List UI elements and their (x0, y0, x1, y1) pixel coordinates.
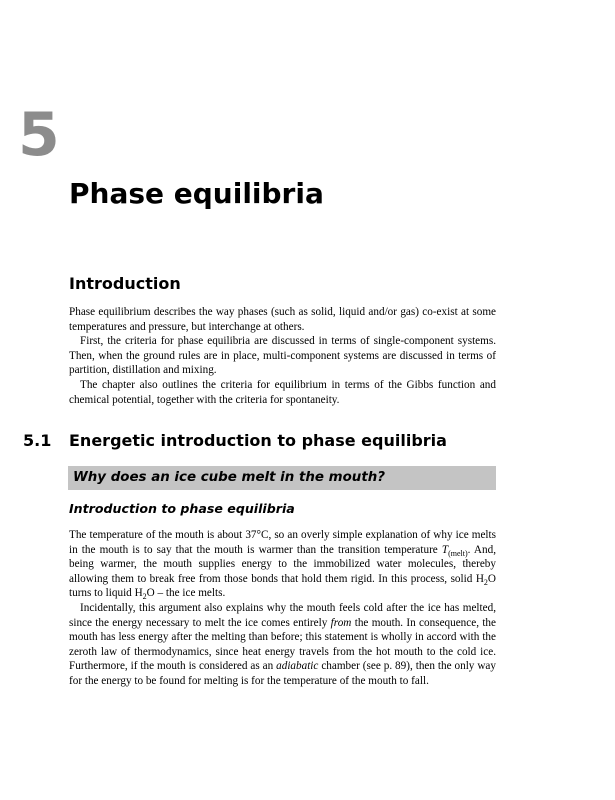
intro-paragraph: First, the criteria for phase equilibria are discussed in terms of single-component systems. Then, when the ground rules are in place, multi-component systems are discussed in terms of partition, distillation and mixing. (69, 335, 496, 377)
chapter-title: Phase equilibria (69, 177, 324, 210)
section-paragraph-2: Incidentally, this argument also explains why the mouth feels cold after the ice has melted, since the energy necessary to melt the ice comes entirely from the mouth. In consequence, the mouth has less energy after the melting than before; this statement is wholly in accord with the zeroth law of thermodynamics, since heat energy travels from the hot mouth to the cold ice. Furthermore, if the mouth is considered as an adiabatic chamber (see p. 89), then the only way for the energy to be found for melting is for the temperature of the mouth to fall. (69, 601, 496, 687)
section-paragraph-1: The temperature of the mouth is about 37°C, so an overly simple explanation of why ice melts in the mouth is to say that the mouth is warmer than the transition temperature $T_{(melt)}$. And, being warmer, the mouth supplies energy to the immobilized water molecules, thereby allowing them to break free from those bonds that hold them rigid. In this process, solid $H_2O$ turns to liquid $H_2O$ – the ice melts. (69, 529, 496, 602)
introduction-body (69, 305, 496, 407)
chapter-number: 5 (18, 100, 60, 170)
emphasis: adiabatic (276, 660, 319, 673)
temperature-symbol: T (441, 543, 449, 556)
section-title: Energetic introduction to phase equilibria (69, 431, 447, 450)
subsection-heading: Introduction to phase equilibria (69, 501, 295, 516)
section-body (69, 528, 496, 689)
intro-paragraph: Phase equilibrium describes the way phases (such as solid, liquid and/or gas) co-exist at some temperatures and pressure, but interchange at others. (69, 306, 496, 333)
introduction-heading: Introduction (69, 274, 181, 293)
section-number: 5.1 (23, 431, 52, 450)
question-box (68, 466, 496, 490)
section-heading (23, 431, 447, 451)
question-text: Why does an ice cube melt in the mouth? (73, 470, 386, 485)
emphasis: from (330, 616, 352, 629)
intro-paragraph: The chapter also outlines the criteria for equilibrium in terms of the Gibbs function and chemical potential, together with the criteria for spontaneity. (69, 378, 496, 406)
